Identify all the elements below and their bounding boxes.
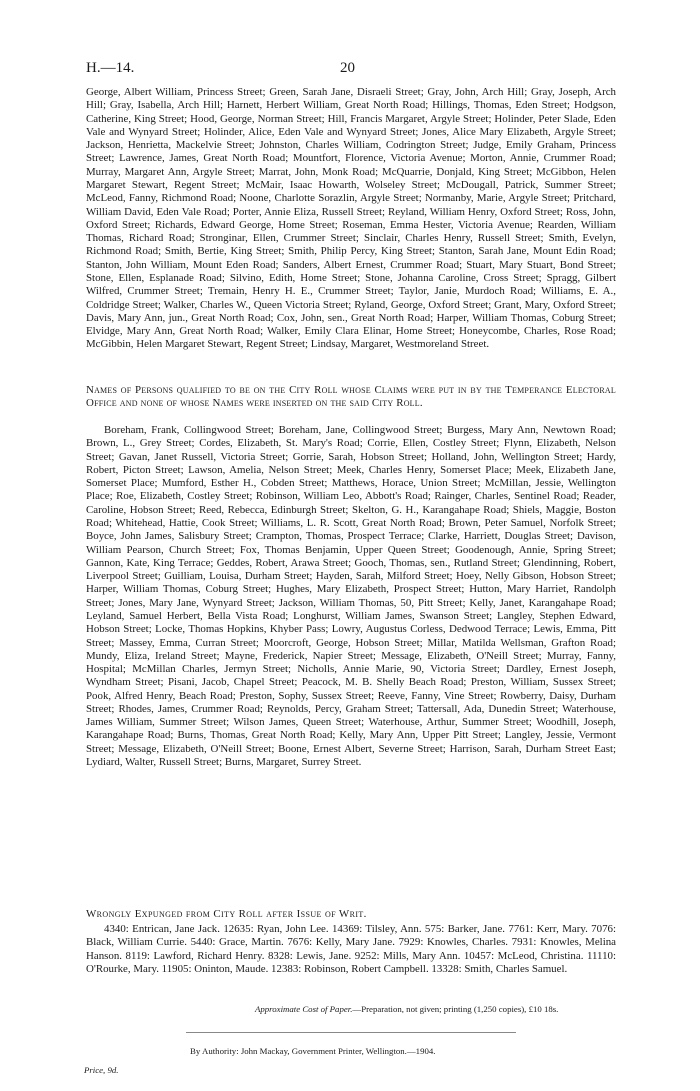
section-heading-expunged: Wrongly Expunged from City Roll after Issue of Writ. bbox=[86, 908, 367, 920]
text-column bbox=[86, 86, 616, 991]
document-reference: H.—14. bbox=[86, 60, 135, 76]
cost-label: Approximate Cost of Paper. bbox=[255, 1004, 353, 1014]
price-note: Price, 9d. bbox=[84, 1065, 119, 1075]
expunged-name-list: 4340: Entrican, Jane Jack. 12635: Ryan, John Lee. 14369: Tilsley, Ann. 575: Barker, Jane. 7761: Kerr, Mary. 7076: Black, William Currie. 5440: Grace, Martin. 7676: Kelly, Mary Jane. 7929: Knowles, Charles. 7931: Knowles, Melina Hanson. 8119: Lawford, Richard Henry. 8328: Lewis, Jane. 9252: Mills, Mary Ann. 10457: McLeod, Christina. 11110: O'Rourke, Mary. 11905: Oninton, Maude. 12383: Robinson, Robert Campbell. 13328: Smith, Charles Samuel. bbox=[86, 923, 616, 975]
footer-rule bbox=[186, 1032, 516, 1033]
page-number: 20 bbox=[340, 60, 355, 76]
section-heading-qualified: Names of Persons qualified to be on the City Roll whose Claims were put in by the Temperance Electoral Office and none of whose Names were inserted on the said City Roll. bbox=[86, 384, 616, 410]
continued-name-list: George, Albert William, Princess Street; Green, Sarah Jane, Disraeli Street; Gray, John, Arch Hill; Gray, Joseph, Arch Hill; Gray, Isabella, Arch Hill; Harnett, Herbert William, Great North Road; Hillings, Thomas, Eden Street; Hodgson, Catherine, King Street; Hood, George, Norman Street; Hill, Francis Margaret, Argyle Street; Holinder, Peter Slade, Eden Vale and Wynyard Street; Holinder, Alice, Eden Vale and Wynyard Street; Jones, Alice Mary Elizabeth, Argyle Street; Jackson, Henrietta, Mackelvie Street; Johnston, Charles William, Codrington Street; Judge, Emily Graham, Princess Street; Lawrence, James, Great North Road; Mountfort, Florence, Victoria Avenue; Morton, Annie, Crummer Road; Murray, Margaret Ann, Argyle Street; Marrat, John, Monk Road; McQuarrie, Donjald, King Street; McGibbon, Helen Margaret Stewart, Regent Street; McMair, Isaac Howarth, Wolseley Street; McDougall, Patrick, Summer Street; McLeod, Fanny, Richmond Road; Noone, Charlotte Sorazlin, Argyle Street; Normanby, Marie, Argyle Street; Pritchard, William David, Eden Vale Road; Porter, Annie Eliza, Russell Street; Reyland, William Henry, Oxford Street; Ross, John, Oxford Street; Richards, Edward George, Home Street; Roseman, Emma Hester, Victoria Avenue; Rearden, William Thomas, Richard Road; Stronginar, Ellen, Crummer Street; Sinclair, Charles Henry, Russell Street; Smith, Evelyn, Richmond Road; Smith, Bertie, King Street; Smith, Philip Percy, King Street; Stanton, Sarah Jane, Mount Edin Road; Stanton, John William, Mount Eden Road; Sanders, Albert Ernest, Crummer Road; Stuart, Mary Stuart, Bond Street; Stone, Ellen, Esplanade Road; Silvino, Edith, Home Street; Stone, Johanna Caroline, Cross Street; Spragg, Gilbert Wilfred, Crummer Street; Tremain, Henry H. E., Crummer Street; Taylor, Janie, Murdoch Road; Williams, E. A., Coldridge Street; Walker, Charles W., Queen Victoria Street; Ryland, George, Oxford Street; Grant, Mary, Oxford Street; Davis, Mary Ann, jun., Great North Road; Cox, John, sen., Great North Road; Harper, William Thomas, Coburg Street; Elvidge, Mary Ann, Great North Road; Walker, Emily Clara Elinar, Home Street; Honeycombe, Charles, Rose Road; McGibbin, Helen Margaret Stewart, Regent Street; Lindsay, Margaret, Westmoreland Street. bbox=[86, 86, 616, 351]
cost-text: —Preparation, not given; printing (1,250 copies), £10 18s. bbox=[352, 1004, 559, 1014]
qualified-name-list: Boreham, Frank, Collingwood Street; Boreham, Jane, Collingwood Street; Burgess, Mary Ann, Newtown Road; Brown, L., Grey Street; Cordes, Elizabeth, St. Mary's Road; Corrie, Ellen, Costley Street; Flynn, Elizabeth, Nelson Street; Gavan, Janet Russell, Victoria Street; Gorrie, Sarah, Hobson Street; Holland, John, Wellington Street; Hardy, Robert, Picton Street; Lawson, Amelia, Nelson Street; Meek, Charles Henry, Somerset Place; Meek, Elizabeth Jane, Somerset Place; Mumford, Esther H., Cobden Street; Matthews, Horace, Union Street; McMillan, Jessie, Wellington Place; Roe, Elizabeth, Costley Street; Robinson, William Leo, Abbott's Road; Rainger, Charles, Sentinel Road; Reader, Caroline, Hobson Street; Reed, Rebecca, Edinburgh Street; Skelton, G. H., Karangahape Road; Shiels, Maggie, Boston Road; Whitehead, Hattie, Cook Street; Williams, L. R. Scott, Great North Road; Brown, Peter Samuel, Norfolk Street; Boyce, John James, Salisbury Street; Crampton, Thomas, Prospect Terrace; Clarke, Harriett, Douglas Street; Davison, William Pearson, Church Street; Fox, Thomas Benjamin, Upper Queen Street; Goodenough, Annie, Spring Street; Gannon, Kate, King Terrace; Geddes, Robert, Arawa Street; Gooch, Thomas, sen., Rutland Street; Glendinning, Robert, Liverpool Street; Guilliam, Louisa, Durham Street; Hayden, Sarah, Milford Street; Hoey, Nelly Gibson, Hobson Street; Harper, William Thomas, Coburg Street; Hughes, Mary Elizabeth, Prospect Street; Hutton, Mary Harriet, Randolph Street; Jones, Mary Jane, Wynyard Street; Jackson, William Thomas, 50, Pitt Street; Kelly, Janet, Karangahape Road; Leyland, Samuel Herbert, Bella Vista Road; Longhurst, William James, Swanson Street; Langley, Stephen Edward, Hobson Street; Locke, Thomas Hopkins, Khyber Pass; Lowry, Augustus Corless, Dedwood Terrace; Lewis, Emma, Pitt Street; Massey, Emma, Curran Street; Moorcroft, George, Hobson Street; Millar, Matilda Wellsman, Grafton Road; Mundy, Eliza, Ireland Street; Mayne, Frederick, Napier Street; Message, Elizabeth, O'Neill Street; Murray, Fanny, Hospital; McMillan Charles, Jermyn Street; Nicholls, Annie Marie, 90, Victoria Street; Dardley, Ernest Joseph, Wyndham Street; Pisani, Jacob, Chapel Street; Peacock, M. B. Shelly Beach Road; Preston, William, Sussex Street; Pook, Alfred Henry, Beach Road; Preston, Sophy, Sussex Street; Reeve, Fanny, Vine Street; Rowberry, Daisy, Durham Street; Rhodes, James, Crummer Road; Reynolds, Percy, Graham Street; Tattersall, Ada, Dunedin Street; Waterhouse, James William, Summer Street; Wilson James, Queen Street; Waterhouse, Arthur, Summer Street; Woodhill, Joseph, Karangahape Road; Burns, Thomas, Great North Road; Kelly, Mary Ann, Upper Pitt Street; Langley, Jessie, Vermont Street; Message, Elizabeth, O'Neill Street; Boone, Ernest Albert, Severne Street; Harrison, Sarah, Durham Street East; Lydiard, Walter, Russell Street; Burns, Margaret, Surrey Street. bbox=[86, 424, 616, 769]
printer-imprint: By Authority: John Mackay, Government Printer, Wellington.—1904. bbox=[190, 1046, 436, 1056]
cost-note bbox=[255, 1004, 645, 1014]
running-head bbox=[86, 60, 616, 78]
